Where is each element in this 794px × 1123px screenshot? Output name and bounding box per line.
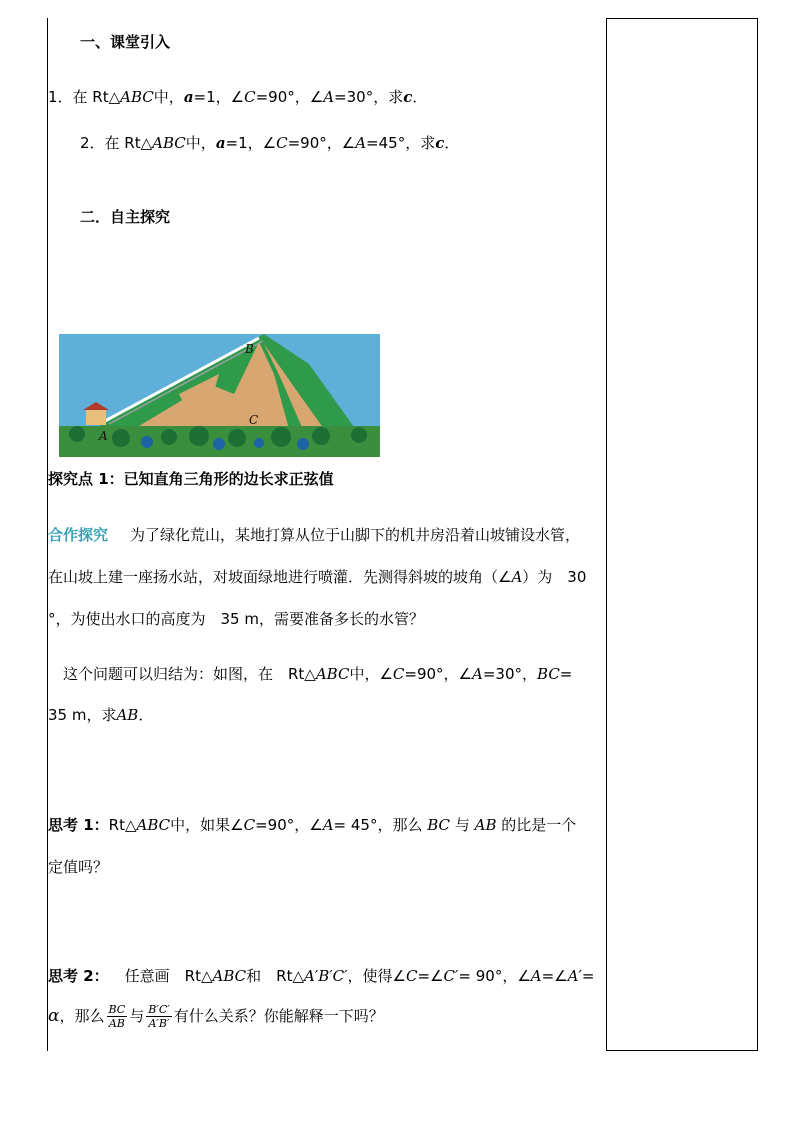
question-1: 1．在 Rt△ABC中，a=1，∠C=90°，∠A=30°，求c．	[48, 88, 428, 106]
mountain-slope-figure	[59, 334, 380, 457]
table-border-right	[757, 18, 758, 1051]
section2-title: 二．自主探究	[80, 208, 171, 226]
figure-label-b: B	[245, 342, 254, 356]
think2-label: 思考 2：	[48, 967, 109, 985]
coop-line-3: °，为使出水口的高度为 35 m，需要准备多长的水管？	[48, 610, 424, 628]
coop-line-1: 合作探究 为了绿化荒山，某地打算从位于山脚下的机井房沿着山坡铺设水管，	[48, 526, 581, 544]
coop-label: 合作探究	[48, 526, 109, 544]
restate-line-1: 这个问题可以归结为：如图，在 Rt△ABC中，∠C=90°，∠A=30°，BC=	[63, 665, 573, 683]
point1-title: 探究点 1：已知直角三角形的边长求正弦值	[48, 470, 334, 488]
fraction-bprime-aprime: $\frac{B'C'}{A'B'}$	[148, 1003, 170, 1030]
fraction-bc-ab: $\frac{BC}{AB}$	[108, 1003, 126, 1030]
think1-label: 思考 1：	[48, 816, 109, 834]
think2-line-1: 思考 2： 任意画 Rt△ABC和 Rt△A′B′C′，使得∠C=∠C′= 90°，∠A=∠A′=	[48, 967, 595, 985]
table-border-top	[606, 18, 758, 19]
question-2: 2．在 Rt△ABC中，a=1，∠C=90°，∠A=45°，求c．	[80, 134, 460, 152]
figure-label-c: C	[249, 413, 259, 427]
coop-line-2: 在山坡上建一座扬水站，对坡面绿地进行喷灌．先测得斜坡的坡角（∠A）为 30	[48, 568, 587, 586]
table-border-bottom	[606, 1050, 758, 1051]
think1-line-1: 思考 1：Rt△ABC中，如果∠C=90°，∠A= 45°，那么 BC 与 AB 的比是一个	[48, 816, 577, 834]
restate-line-2: 35 m，求AB．	[48, 706, 154, 724]
think1-line-2: 定值吗？	[48, 858, 109, 876]
think2-line-2: α，那么 $\frac{BC}{AB}$ 与 $\frac{B'C'}{A'B'}$ 有什么关系？你能解释一下吗？	[48, 1003, 384, 1030]
section1-title: 一、课堂引入	[80, 33, 171, 51]
table-border-middle	[606, 18, 607, 1051]
figure-label-a: A	[99, 429, 108, 443]
